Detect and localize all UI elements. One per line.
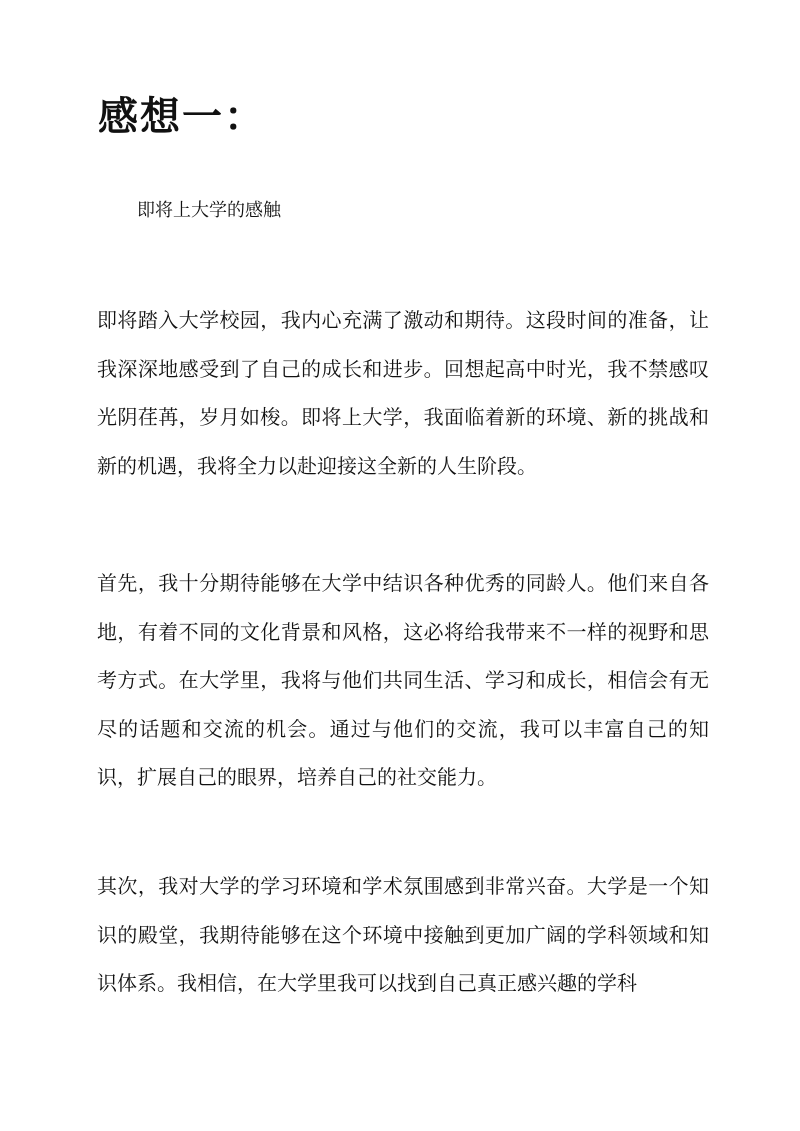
paragraph-1: 即将踏入大学校园，我内心充满了激动和期待。这段时间的准备，让我深深地感受到了自己的成长和进步。回想起高中时光，我不禁感叹光阴荏苒，岁月如梭。即将上大学，我面临着新的环境、新的挑战和新的机遇，我将全力以赴迎接这全新的人生阶段。 — [97, 308, 709, 478]
subtitle: 即将上大学的感触 — [137, 200, 281, 221]
paragraph-3: 其次，我对大学的学习环境和学术氛围感到非常兴奋。大学是一个知识的殿堂，我期待能够在这个环境中接触到更加广阔的学科领域和知识体系。我相信，在大学里我可以找到自己真正感兴趣的学科 — [97, 874, 709, 995]
paragraph-2: 首先，我十分期待能够在大学中结识各种优秀的同龄人。他们来自各地，有着不同的文化背景和风格，这必将给我带来不一样的视野和思考方式。在大学里，我将与他们共同生活、学习和成长，相信会有无尽的话题和交流的机会。通过与他们的交流，我可以丰富自己的知识，扩展自己的眼界，培养自己的社交能力。 — [97, 571, 709, 789]
page-title: 感想一： — [98, 93, 266, 140]
